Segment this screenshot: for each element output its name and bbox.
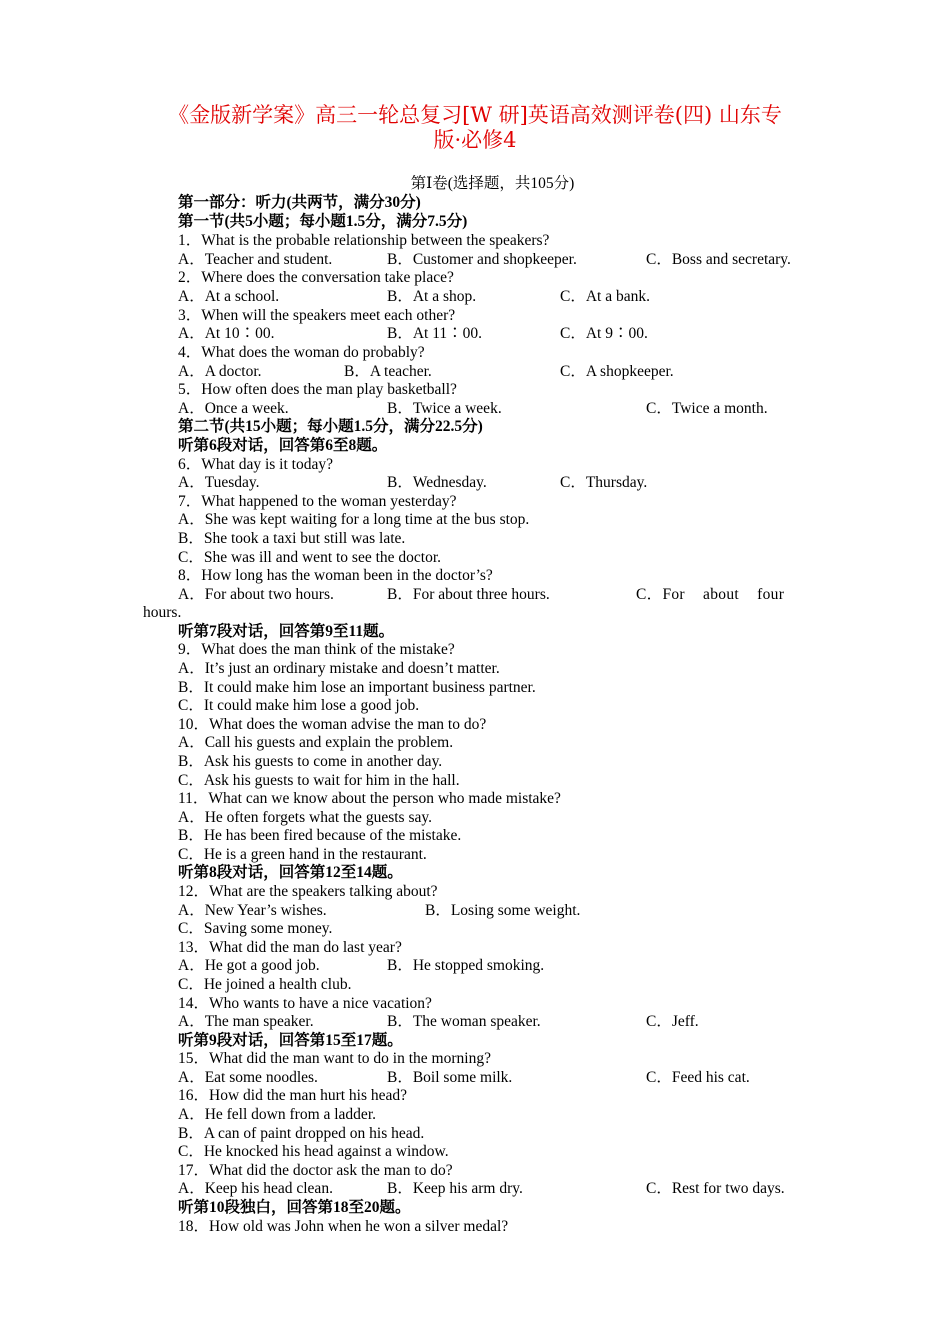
document-title <box>100 103 850 153</box>
question-stem: 17．What did the doctor ask the man to do? <box>178 1162 453 1179</box>
option-a: A．At a school. <box>178 288 280 305</box>
option-c: C．She was ill and went to see the doctor. <box>178 549 442 566</box>
option-a: A．For about two hours. <box>178 586 334 603</box>
title-line-2: 版·必修4 <box>433 128 517 152</box>
option-c: C．A shopkeeper. <box>560 363 674 380</box>
option-b: B．He stopped smoking. <box>387 957 545 974</box>
option-c: C．At a bank. <box>560 288 650 305</box>
option-b: B．A can of paint dropped on his head. <box>178 1125 425 1142</box>
question-stem: 2．Where does the conversation take place? <box>178 269 454 286</box>
option-c: C．Twice a month. <box>646 400 768 417</box>
section-heading: 第一节(共5小题；每小题1.5分，满分7.5分) <box>178 213 468 230</box>
option-a: A．She was kept waiting for a long time at the bus stop. <box>178 511 530 528</box>
option-a: A．Call his guests and explain the problem. <box>178 734 454 751</box>
question-stem: 3．When will the speakers meet each other? <box>178 307 456 324</box>
question-stem: 9．What does the man think of the mistake? <box>178 641 455 658</box>
option-b: B．The woman speaker. <box>387 1013 541 1030</box>
option-b: B．Customer and shopkeeper. <box>387 251 577 268</box>
question-stem: 15．What did the man want to do in the morning? <box>178 1050 491 1067</box>
option-c: C．He knocked his head against a window. <box>178 1143 449 1160</box>
option-b: B．At 11∶00. <box>387 325 483 342</box>
option-c: C．Rest for two days. <box>646 1180 785 1197</box>
question-stem: 4．What does the woman do probably? <box>178 344 425 361</box>
question-stem: 5．How often does the man play basketball? <box>178 381 457 398</box>
option-b: B．Ask his guests to come in another day. <box>178 753 443 770</box>
option-c: C．Saving some money. <box>178 920 333 937</box>
option-b: B．It could make him lose an important business partner. <box>178 679 536 696</box>
question-stem: 10．What does the woman advise the man to do? <box>178 716 487 733</box>
option-b: B．Wednesday. <box>387 474 487 491</box>
option-b: B．Keep his arm dry. <box>387 1180 523 1197</box>
option-a: A．New Year’s wishes. <box>178 902 327 919</box>
option-a: A．Eat some noodles. <box>178 1069 318 1086</box>
question-stem: 13．What did the man do last year? <box>178 939 402 956</box>
option-a: A．A doctor. <box>178 363 262 380</box>
option-a: A．At 10∶00. <box>178 325 275 342</box>
option-b: B．Boil some milk. <box>387 1069 513 1086</box>
part-heading: 第一部分：听力(共两节，满分30分) <box>178 194 421 211</box>
question-stem: 6．What day is it today? <box>178 456 333 473</box>
question-stem: 7．What happened to the woman yesterday? <box>178 493 457 510</box>
question-stem: 18．How old was John when he won a silver medal? <box>178 1218 509 1235</box>
option-c: C．It could make him lose a good job. <box>178 697 420 714</box>
option-b: B．Twice a week. <box>387 400 502 417</box>
option-b: B．A teacher. <box>344 363 432 380</box>
option-a: A．Tuesday. <box>178 474 260 491</box>
dialogue-instruction: 听第7段对话，回答第9至11题。 <box>178 623 395 640</box>
option-c: C．At 9∶00. <box>560 325 648 342</box>
dialogue-instruction: 听第9段对话，回答第15至17题。 <box>178 1032 403 1049</box>
question-stem: 14．Who wants to have a nice vacation? <box>178 995 432 1012</box>
option-c: C．He is a green hand in the restaurant. <box>178 846 427 863</box>
option-a: A．Once a week. <box>178 400 289 417</box>
option-c: C．For about four <box>636 586 785 603</box>
option-b: B．At a shop. <box>387 288 477 305</box>
option-c: C．Boss and secretary. <box>646 251 791 268</box>
option-c: C．Jeff. <box>646 1013 699 1030</box>
option-c: C．Thursday. <box>560 474 648 491</box>
dialogue-instruction: 听第6段对话，回答第6至8题。 <box>178 437 388 454</box>
question-stem: 8．How long has the woman been in the doctor’s? <box>178 567 493 584</box>
section-heading: 第二节(共15小题；每小题1.5分，满分22.5分) <box>178 418 483 435</box>
option-c: C．Feed his cat. <box>646 1069 750 1086</box>
dialogue-instruction: 听第8段对话，回答第12至14题。 <box>178 864 403 881</box>
dialogue-instruction: 听第10段独白，回答第18至20题。 <box>178 1199 411 1216</box>
option-a: A．Teacher and student. <box>178 251 333 268</box>
title-line-1: 《金版新学案》高三一轮总复习[W 研]英语高效测评卷(四) 山东专 <box>168 103 782 127</box>
option-b: B．She took a taxi but still was late. <box>178 530 406 547</box>
option-b: B．For about three hours. <box>387 586 550 603</box>
option-a: A．He often forgets what the guests say. <box>178 809 432 826</box>
option-a: A．It’s just an ordinary mistake and doesn’t matter. <box>178 660 500 677</box>
option-c: C．Ask his guests to wait for him in the hall. <box>178 772 460 789</box>
option-b: B．Losing some weight. <box>425 902 581 919</box>
question-stem: 12．What are the speakers talking about? <box>178 883 438 900</box>
question-stem: 16．How did the man hurt his head? <box>178 1087 408 1104</box>
question-stem: 1．What is the probable relationship between the speakers? <box>178 232 550 249</box>
option-a: A．He got a good job. <box>178 957 320 974</box>
option-a: A．The man speaker. <box>178 1013 314 1030</box>
option-a: A．Keep his head clean. <box>178 1180 333 1197</box>
option-c: C．He joined a health club. <box>178 976 352 993</box>
question-stem: 11．What can we know about the person who made mistake? <box>178 790 561 807</box>
option-c-continued: hours. <box>143 604 182 621</box>
option-a: A．He fell down from a ladder. <box>178 1106 376 1123</box>
option-b: B．He has been fired because of the mistake. <box>178 827 462 844</box>
paper-header: 第Ⅰ卷(选择题，共105分) <box>410 175 575 192</box>
